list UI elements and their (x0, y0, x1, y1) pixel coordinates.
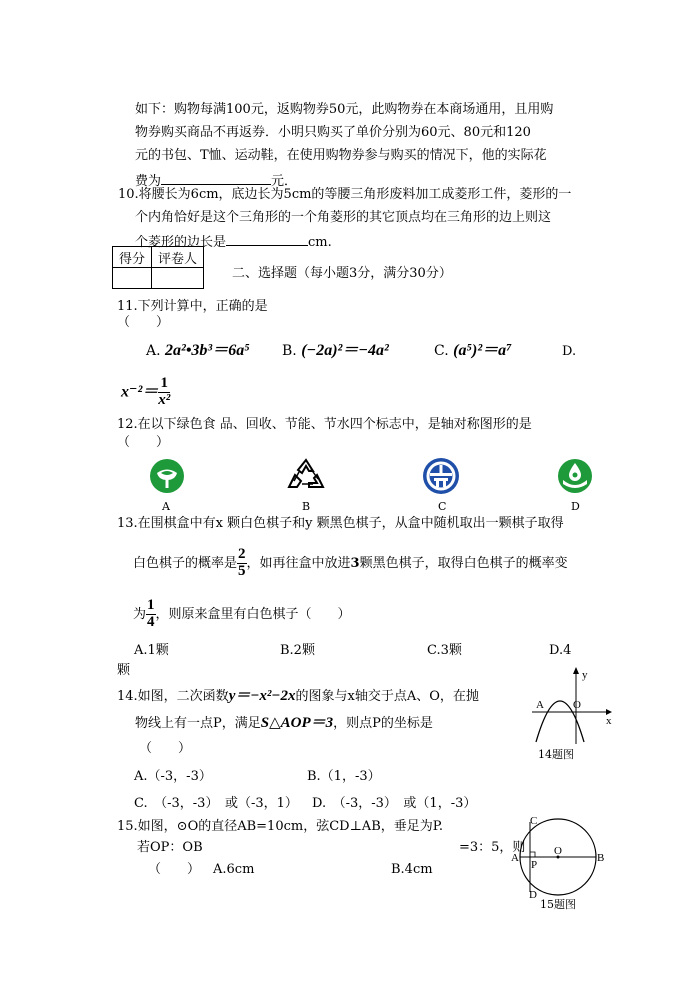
q14-fig-point-o: O (573, 699, 581, 711)
q14-parabola-figure (528, 664, 614, 746)
energy-saving-logo[interactable] (422, 457, 460, 495)
q11-option-a[interactable] (146, 343, 250, 359)
reviewer-cell[interactable] (152, 268, 204, 289)
q15-fig-caption: 15题图 (540, 898, 576, 911)
q11-option-d[interactable] (121, 376, 170, 409)
q13-p1-den: 5 (238, 562, 246, 579)
q13-line2-bold: 3 (350, 555, 360, 571)
q14-fig-x-label: x (606, 715, 612, 727)
q11-b-expr: (−2a)²＝−4a² (301, 342, 389, 359)
q13-option-a[interactable]: A.1颗 (134, 643, 169, 658)
q9-line4-post: 元． (271, 174, 298, 189)
q14-fig-y-label: y (582, 669, 588, 681)
score-cell[interactable] (113, 268, 152, 289)
q14-fig-caption: 14题图 (538, 748, 574, 761)
q15-paren: （ ） (148, 862, 201, 877)
q15-fig-point-c: C (530, 815, 538, 827)
logo-label-d: D (571, 500, 580, 513)
q15-fig-point-o: O (554, 845, 562, 857)
q9-line4 (135, 172, 297, 188)
q13-line3-post: ，则原来盒里有白色棋子（ ） (155, 606, 351, 622)
q14-line2 (135, 716, 433, 731)
q13-line2-mid: ，如再往盒中放进 (246, 555, 351, 571)
q10-answer-blank[interactable] (226, 233, 308, 246)
q11-paren: （ ） (117, 315, 170, 330)
q14-paren: （ ） (139, 741, 192, 756)
q15-option-b[interactable]: B.4cm (391, 862, 433, 877)
green-food-logo[interactable] (149, 458, 185, 494)
q15-fig-point-d: D (529, 889, 537, 901)
q13-p1-num: 2 (238, 546, 246, 562)
q11-d-num: 1 (158, 376, 170, 393)
q14-option-d[interactable]: D. （-3，-3） 或（1，-3） (312, 796, 477, 811)
q9-line1: 如下：购物每满100元，返购物券50元，此购物券在本商场通用，且用购 (135, 102, 554, 117)
q11-option-d-label[interactable]: D. (562, 344, 577, 359)
q14-fig-point-a: A (536, 699, 544, 711)
q10-line1: 10.将腰长为6cm，底边长为5cm的等腰三角形废料加工成菱形工件，菱形的一 (118, 187, 572, 202)
q9-line2: 物券购买商品不再返券．小明只购买了单价分别为60元、80元和120 (135, 125, 531, 140)
recycle-icon[interactable] (287, 457, 325, 493)
q13-option-d-wrap: 颗 (117, 663, 131, 678)
logo-label-b: B (302, 500, 311, 513)
q14-line1-post: 的图象与x轴交于点A、O，在抛 (295, 689, 479, 704)
score-header: 得分 (113, 247, 152, 268)
q14-area: S△AOP＝3 (260, 715, 334, 731)
q15-line1: 15.如图，⊙O的直径AB=10cm，弦CD⊥AB，垂足为P. (117, 819, 443, 834)
q10-line3-pre: 个菱形的边长是 (135, 235, 227, 250)
q13-option-d[interactable]: D.4 (549, 643, 572, 658)
q11-b-label: B. (282, 343, 297, 359)
q15-line2-pre: 若OP：OB (137, 840, 203, 855)
logo-label-a: A (162, 500, 170, 513)
q13-line3-pre: 为 (133, 606, 147, 622)
q15-fig-point-a: A (511, 852, 519, 864)
q11-a-expr: 2a²•3b³＝6a⁵ (165, 342, 250, 359)
section-title: 二、选择题（每小题3分，满分30分） (232, 266, 452, 281)
q9-answer-blank[interactable] (161, 172, 271, 185)
q13-p2-num: 1 (147, 597, 155, 613)
q9-line4-pre: 费为 (135, 174, 162, 189)
q11-option-b[interactable] (282, 343, 389, 359)
q11-d-lhs: x⁻²＝ (121, 383, 159, 401)
q9-line3: 元的书包、T恤、运动鞋，在使用购物券参与购买的情况下，他的实际花 (135, 148, 547, 163)
q12-paren: （ ） (117, 435, 170, 450)
q14-line1 (117, 689, 479, 704)
q11-a-label: A. (146, 343, 161, 359)
q15-circle-figure (510, 814, 606, 900)
q13-p2-den: 4 (147, 613, 155, 630)
q13-prob-fraction-2 (146, 598, 156, 631)
q14-line1-pre: 14.如图，二次函数 (117, 689, 229, 704)
q13-option-c[interactable]: C.3颗 (427, 643, 462, 658)
q14-line2-post: ，则点P的坐标是 (333, 716, 433, 731)
q11-c-expr: (a⁵)²＝a⁷ (453, 342, 512, 359)
score-table (112, 246, 204, 289)
q14-option-b[interactable]: B.（1，-3） (307, 769, 381, 784)
q11-d-fraction (158, 376, 170, 409)
reviewer-header: 评卷人 (152, 247, 204, 268)
q15-fig-point-b: B (597, 852, 605, 864)
q11-d-den: x² (158, 391, 171, 408)
q15-line2-post: =3：5，则 (459, 840, 526, 855)
q14-option-a[interactable]: A.（-3，-3） (134, 769, 212, 784)
q10-line3-post: cm. (308, 235, 332, 250)
q14-option-c[interactable]: C. （-3，-3） 或（-3，1） (134, 796, 298, 811)
q12-stem: 12.在以下绿色食 品、回收、节能、节水四个标志中，是轴对称图形的是 (117, 417, 532, 432)
q13-line2-pre: 白色棋子的概率是 (133, 555, 238, 571)
q11-stem: 11.下列计算中，正确的是 (117, 299, 268, 314)
q14-function: y＝−x²−2x (228, 688, 296, 704)
q13-line3 (133, 598, 351, 631)
logo-label-c: C (438, 500, 447, 513)
q14-line2-pre: 物线上有一点P，满足 (135, 716, 261, 731)
q13-line2 (133, 547, 568, 580)
q15-option-a[interactable]: A.6cm (213, 862, 255, 877)
water-saving-logo[interactable] (557, 458, 593, 494)
q13-line2-post: 颗黑色棋子，取得白色棋子的概率变 (359, 555, 568, 571)
q11-option-c[interactable] (434, 343, 512, 359)
q13-line1: 13.在围棋盒中有x 颗白色棋子和y 颗黑色棋子，从盒中随机取出一颗棋子取得 (117, 516, 564, 531)
q13-option-b[interactable]: B.2颗 (280, 643, 315, 658)
q11-c-label: C. (434, 343, 449, 359)
q13-prob-fraction-1 (237, 547, 247, 580)
q15-fig-point-p: P (531, 859, 538, 871)
q10-line2: 个内角恰好是这个三角形的一个角菱形的其它顶点均在三角形的边上则这 (135, 210, 552, 225)
